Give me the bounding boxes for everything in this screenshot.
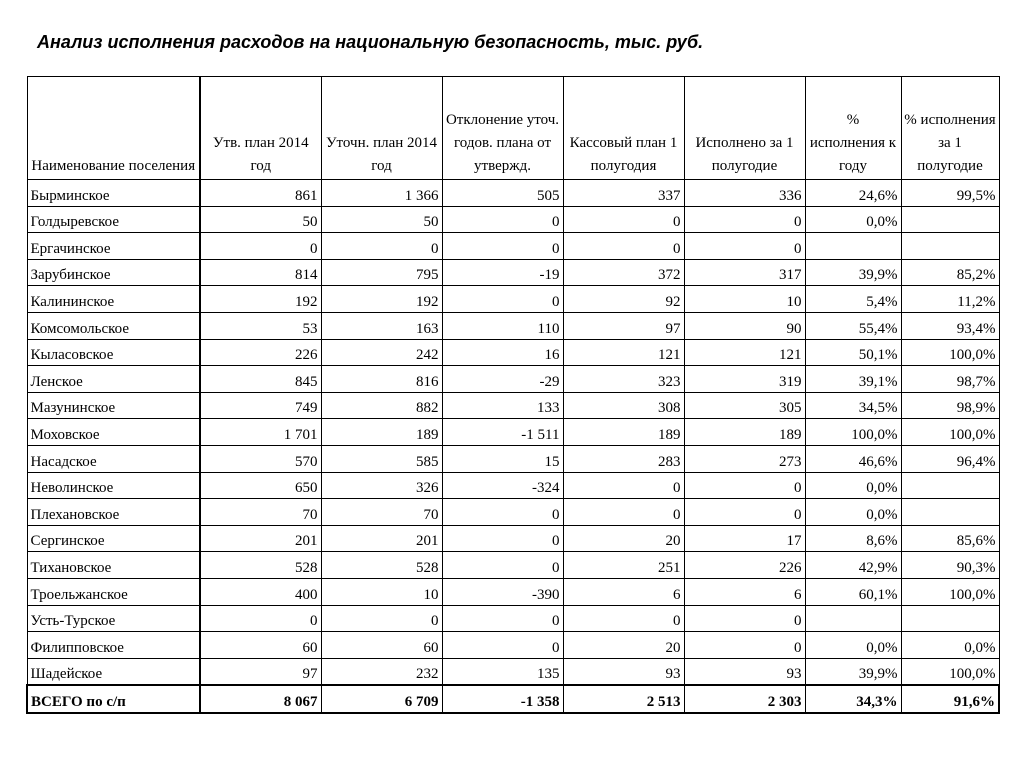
header-executed-half-year: Исполнено за 1 полугодие	[684, 77, 805, 180]
percent-half-year-cell: 100,0%	[901, 339, 999, 366]
revised-plan-cell: 585	[321, 445, 442, 472]
total-label-cell: ВСЕГО по с/п	[27, 685, 200, 713]
table-row	[27, 286, 999, 313]
deviation-cell: 0	[442, 286, 563, 313]
table-row	[27, 233, 999, 260]
percent-year-cell: 55,4%	[805, 312, 901, 339]
executed-cell: 90	[684, 312, 805, 339]
total-revised-plan-cell: 6 709	[321, 685, 442, 713]
table-row	[27, 578, 999, 605]
settlement-name-cell: Усть-Турское	[27, 605, 200, 632]
executed-cell: 0	[684, 206, 805, 233]
settlement-name-cell: Моховское	[27, 419, 200, 446]
percent-year-cell: 46,6%	[805, 445, 901, 472]
approved-plan-cell: 1 701	[200, 419, 321, 446]
percent-half-year-cell: 98,7%	[901, 366, 999, 393]
settlement-name-cell: Ленское	[27, 366, 200, 393]
executed-cell: 189	[684, 419, 805, 446]
approved-plan-cell: 60	[200, 632, 321, 659]
revised-plan-cell: 232	[321, 658, 442, 685]
cash-plan-cell: 97	[563, 312, 684, 339]
total-cash-plan-cell: 2 513	[563, 685, 684, 713]
cash-plan-cell: 0	[563, 605, 684, 632]
deviation-cell: 135	[442, 658, 563, 685]
percent-half-year-cell: 100,0%	[901, 578, 999, 605]
percent-half-year-cell	[901, 233, 999, 260]
settlement-name-cell: Троельжанское	[27, 578, 200, 605]
deviation-cell: -324	[442, 472, 563, 499]
percent-half-year-cell	[901, 206, 999, 233]
executed-cell: 336	[684, 180, 805, 207]
total-approved-plan-cell: 8 067	[200, 685, 321, 713]
percent-half-year-cell: 90,3%	[901, 552, 999, 579]
percent-year-cell	[805, 605, 901, 632]
percent-year-cell	[805, 233, 901, 260]
revised-plan-cell: 189	[321, 419, 442, 446]
percent-year-cell: 8,6%	[805, 525, 901, 552]
settlement-name-cell: Насадское	[27, 445, 200, 472]
approved-plan-cell: 570	[200, 445, 321, 472]
total-executed-cell: 2 303	[684, 685, 805, 713]
executed-cell: 0	[684, 472, 805, 499]
cash-plan-cell: 0	[563, 206, 684, 233]
cash-plan-cell: 372	[563, 259, 684, 286]
header-percent-of-year: % исполнения к году	[805, 77, 901, 180]
percent-year-cell: 39,9%	[805, 658, 901, 685]
cash-plan-cell: 251	[563, 552, 684, 579]
table-row	[27, 632, 999, 659]
deviation-cell: 0	[442, 525, 563, 552]
percent-half-year-cell: 96,4%	[901, 445, 999, 472]
percent-year-cell: 39,9%	[805, 259, 901, 286]
table-row	[27, 339, 999, 366]
executed-cell: 17	[684, 525, 805, 552]
percent-year-cell: 34,5%	[805, 392, 901, 419]
percent-half-year-cell: 93,4%	[901, 312, 999, 339]
total-row	[27, 685, 999, 713]
executed-cell: 0	[684, 632, 805, 659]
deviation-cell: 0	[442, 233, 563, 260]
settlement-name-cell: Неволинское	[27, 472, 200, 499]
settlement-name-cell: Филипповское	[27, 632, 200, 659]
percent-year-cell: 42,9%	[805, 552, 901, 579]
header-revised-plan: Уточн. план 2014 год	[321, 77, 442, 180]
deviation-cell: 505	[442, 180, 563, 207]
table-row	[27, 392, 999, 419]
percent-year-cell: 100,0%	[805, 419, 901, 446]
approved-plan-cell: 192	[200, 286, 321, 313]
approved-plan-cell: 650	[200, 472, 321, 499]
revised-plan-cell: 0	[321, 233, 442, 260]
cash-plan-cell: 20	[563, 525, 684, 552]
table-row	[27, 259, 999, 286]
approved-plan-cell: 0	[200, 233, 321, 260]
revised-plan-cell: 50	[321, 206, 442, 233]
cash-plan-cell: 121	[563, 339, 684, 366]
settlement-name-cell: Бырминское	[27, 180, 200, 207]
approved-plan-cell: 53	[200, 312, 321, 339]
approved-plan-cell: 50	[200, 206, 321, 233]
revised-plan-cell: 60	[321, 632, 442, 659]
table-row	[27, 419, 999, 446]
total-deviation-cell: -1 358	[442, 685, 563, 713]
deviation-cell: -19	[442, 259, 563, 286]
deviation-cell: 0	[442, 499, 563, 526]
table-row	[27, 658, 999, 685]
settlement-name-cell: Шадейское	[27, 658, 200, 685]
settlement-name-cell: Плехановское	[27, 499, 200, 526]
revised-plan-cell: 163	[321, 312, 442, 339]
header-cash-plan-half-year: Кассовый план 1 полугодия	[563, 77, 684, 180]
cash-plan-cell: 189	[563, 419, 684, 446]
percent-year-cell: 5,4%	[805, 286, 901, 313]
revised-plan-cell: 0	[321, 605, 442, 632]
percent-half-year-cell: 98,9%	[901, 392, 999, 419]
approved-plan-cell: 400	[200, 578, 321, 605]
header-percent-of-half-year: % исполнения за 1 полугодие	[901, 77, 999, 180]
cash-plan-cell: 0	[563, 472, 684, 499]
percent-year-cell: 0,0%	[805, 472, 901, 499]
total-percent-half-year-cell: 91,6%	[901, 685, 999, 713]
percent-half-year-cell	[901, 605, 999, 632]
settlement-name-cell: Кыласовское	[27, 339, 200, 366]
deviation-cell: -1 511	[442, 419, 563, 446]
deviation-cell: 133	[442, 392, 563, 419]
approved-plan-cell: 201	[200, 525, 321, 552]
cash-plan-cell: 0	[563, 499, 684, 526]
deviation-cell: 0	[442, 206, 563, 233]
percent-half-year-cell: 85,6%	[901, 525, 999, 552]
settlement-name-cell: Сергинское	[27, 525, 200, 552]
revised-plan-cell: 70	[321, 499, 442, 526]
header-plan-deviation: Отклонение уточ. годов. плана от утвержд.	[442, 77, 563, 180]
executed-cell: 273	[684, 445, 805, 472]
revised-plan-cell: 192	[321, 286, 442, 313]
revised-plan-cell: 242	[321, 339, 442, 366]
executed-cell: 0	[684, 233, 805, 260]
table-row	[27, 206, 999, 233]
executed-cell: 93	[684, 658, 805, 685]
percent-year-cell: 60,1%	[805, 578, 901, 605]
approved-plan-cell: 97	[200, 658, 321, 685]
approved-plan-cell: 70	[200, 499, 321, 526]
percent-half-year-cell: 0,0%	[901, 632, 999, 659]
percent-year-cell: 39,1%	[805, 366, 901, 393]
deviation-cell: 0	[442, 605, 563, 632]
percent-half-year-cell	[901, 499, 999, 526]
approved-plan-cell: 749	[200, 392, 321, 419]
table-row	[27, 180, 999, 207]
percent-year-cell: 0,0%	[805, 206, 901, 233]
percent-year-cell: 24,6%	[805, 180, 901, 207]
executed-cell: 10	[684, 286, 805, 313]
revised-plan-cell: 10	[321, 578, 442, 605]
revised-plan-cell: 1 366	[321, 180, 442, 207]
approved-plan-cell: 814	[200, 259, 321, 286]
table-row	[27, 499, 999, 526]
table-row	[27, 445, 999, 472]
revised-plan-cell: 816	[321, 366, 442, 393]
approved-plan-cell: 861	[200, 180, 321, 207]
percent-half-year-cell: 100,0%	[901, 658, 999, 685]
cash-plan-cell: 92	[563, 286, 684, 313]
settlement-name-cell: Зарубинское	[27, 259, 200, 286]
cash-plan-cell: 323	[563, 366, 684, 393]
percent-year-cell: 0,0%	[805, 632, 901, 659]
percent-half-year-cell: 85,2%	[901, 259, 999, 286]
cash-plan-cell: 337	[563, 180, 684, 207]
total-percent-year-cell: 34,3%	[805, 685, 901, 713]
revised-plan-cell: 882	[321, 392, 442, 419]
deviation-cell: 110	[442, 312, 563, 339]
table-row	[27, 472, 999, 499]
deviation-cell: -29	[442, 366, 563, 393]
cash-plan-cell: 308	[563, 392, 684, 419]
percent-half-year-cell: 99,5%	[901, 180, 999, 207]
percent-year-cell: 0,0%	[805, 499, 901, 526]
executed-cell: 0	[684, 605, 805, 632]
deviation-cell: 16	[442, 339, 563, 366]
approved-plan-cell: 226	[200, 339, 321, 366]
table-row	[27, 366, 999, 393]
executed-cell: 121	[684, 339, 805, 366]
settlement-name-cell: Тихановское	[27, 552, 200, 579]
deviation-cell: 15	[442, 445, 563, 472]
page-title: Анализ исполнения расходов на национальную безопасность, тыс. руб.	[37, 32, 704, 52]
revised-plan-cell: 795	[321, 259, 442, 286]
deviation-cell: 0	[442, 632, 563, 659]
cash-plan-cell: 6	[563, 578, 684, 605]
settlement-name-cell: Комсомольское	[27, 312, 200, 339]
revised-plan-cell: 201	[321, 525, 442, 552]
cash-plan-cell: 93	[563, 658, 684, 685]
budget-execution-table	[26, 76, 1000, 714]
percent-half-year-cell: 100,0%	[901, 419, 999, 446]
settlement-name-cell: Мазунинское	[27, 392, 200, 419]
settlement-name-cell: Калининское	[27, 286, 200, 313]
executed-cell: 6	[684, 578, 805, 605]
cash-plan-cell: 283	[563, 445, 684, 472]
percent-half-year-cell: 11,2%	[901, 286, 999, 313]
deviation-cell: -390	[442, 578, 563, 605]
header-approved-plan: Утв. план 2014 год	[200, 77, 321, 180]
table-row	[27, 312, 999, 339]
approved-plan-cell: 528	[200, 552, 321, 579]
executed-cell: 317	[684, 259, 805, 286]
deviation-cell: 0	[442, 552, 563, 579]
settlement-name-cell: Ергачинское	[27, 233, 200, 260]
table-row	[27, 605, 999, 632]
table-row	[27, 525, 999, 552]
executed-cell: 226	[684, 552, 805, 579]
header-settlement-name: Наименование поселения	[27, 77, 200, 180]
executed-cell: 319	[684, 366, 805, 393]
approved-plan-cell: 0	[200, 605, 321, 632]
table-row	[27, 552, 999, 579]
revised-plan-cell: 326	[321, 472, 442, 499]
executed-cell: 0	[684, 499, 805, 526]
table-body	[27, 180, 999, 713]
cash-plan-cell: 0	[563, 233, 684, 260]
cash-plan-cell: 20	[563, 632, 684, 659]
settlement-name-cell: Голдыревское	[27, 206, 200, 233]
executed-cell: 305	[684, 392, 805, 419]
revised-plan-cell: 528	[321, 552, 442, 579]
percent-half-year-cell	[901, 472, 999, 499]
percent-year-cell: 50,1%	[805, 339, 901, 366]
header-row	[27, 77, 999, 180]
approved-plan-cell: 845	[200, 366, 321, 393]
